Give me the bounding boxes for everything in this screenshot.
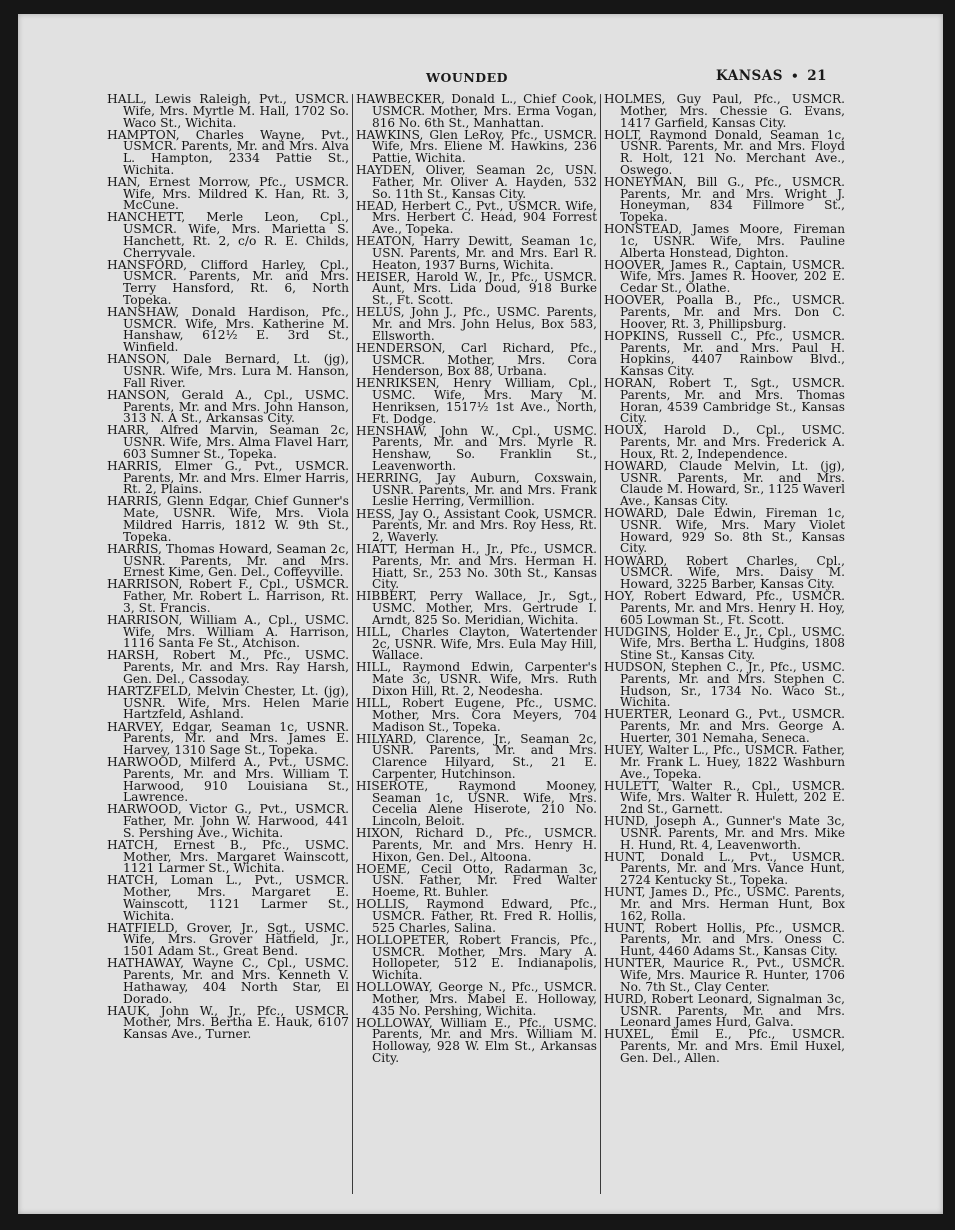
state-name: KANSAS	[716, 68, 784, 84]
casualty-entry: HUDGINS, Holder E., Jr., Cpl., USMC. Wife, Mrs. Bertha L. Hudgins, 1808 Stine St., Kansas City.	[604, 624, 845, 663]
casualty-entry: HONSTEAD, James Moore, Fireman 1c, USNR. Wife, Mrs. Pauline Alberta Honstead, Dighton.	[604, 222, 845, 260]
casualty-entry: HOLLOPETER, Robert Francis, Pfc., USMCR. Mother, Mrs. Mary A. Hollopeter, 512 E. Indianapolis, Wichita.	[356, 932, 597, 983]
casualty-entry: HULETT, Walter R., Cpl., USMCR. Wife, Mrs. Walter R. Hulett, 202 E. 2nd St., Garnett.	[604, 778, 845, 817]
casualty-entry: HARRIS, Glenn Edgar, Chief Gunner's Mate, USNR. Wife, Mrs. Viola Mildred Harris, 1812 W. 9th St., Topeka.	[107, 494, 349, 544]
casualty-entry: HUDSON, Stephen C., Jr., Pfc., USMC. Parents, Mr. and Mrs. Stephen C. Hudson, Sr., 1734 No. Waco St., Wichita.	[604, 660, 845, 710]
casualty-entry: HAWBECKER, Donald L., Chief Cook, USMCR. Mother, Mrs. Erma Vogan, 816 No. 6th St., Manhattan.	[356, 92, 597, 130]
casualty-entry: HURD, Robert Leonard, Signalman 3c, USNR. Parents, Mr. and Mrs. Leonard James Hurd, Galva.	[604, 991, 845, 1030]
casualty-entry: HOWARD, Claude Melvin, Lt. (jg), USNR. Parents, Mr. and Mrs. Claude M. Howard, Sr., 1125 Waverl Ave., Kansas City.	[604, 458, 845, 509]
casualty-entry: HUNTER, Maurice R., Pvt., USMCR. Wife, Mrs. Maurice R. Hunter, 1706 No. 7th St., Clay Center.	[604, 956, 845, 994]
casualty-entry: HOLT, Raymond Donald, Seaman 1c, USNR. Parents, Mr. and Mrs. Floyd R. Holt, 121 No. Merchant Ave., Oswego.	[604, 127, 845, 177]
casualty-entry: HUXEL, Emil E., Pfc., USMCR. Parents, Mr. and Mrs. Emil Huxel, Gen. Del., Allen.	[604, 1027, 845, 1065]
casualty-entry: HATFIELD, Grover, Jr., Sgt., USMC. Wife, Mrs. Grover Hatfield, Jr., 1501 Adam St., Great Bend.	[107, 920, 349, 959]
casualty-entry: HANSON, Dale Bernard, Lt. (jg), USNR. Wife, Mrs. Lura M. Hanson, Fall River.	[107, 352, 349, 390]
casualty-entry: HARTZFELD, Melvin Chester, Lt. (jg), USNR. Wife, Mrs. Helen Marie Hartzfeld, Ashland.	[107, 683, 349, 722]
casualty-entry: HIBBERT, Perry Wallace, Jr., Sgt., USMC. Mother, Mrs. Gertrude I. Arndt, 825 So. Meridian, Wichita.	[356, 589, 597, 627]
casualty-entry: HARRISON, Robert F., Cpl., USMCR. Father, Mr. Robert L. Harrison, Rt. 3, St. Francis.	[107, 577, 349, 615]
casualty-entry: HOOVER, Poalla B., Pfc., USMCR. Parents, Mr. and Mrs. Don C. Hoover, Rt. 3, Phillipsburg.	[604, 293, 845, 331]
casualty-entry: HAYDEN, Oliver, Seaman 2c, USN. Father, Mr. Oliver A. Hayden, 532 So. 11th St., Kansas City.	[356, 163, 597, 201]
casualty-entry: HAMPTON, Charles Wayne, Pvt., USMCR. Parents, Mr. and Mrs. Alva L. Hampton, 2334 Pattie St., Wichita.	[107, 127, 349, 177]
casualty-entry: HENSHAW, John W., Cpl., USMC. Parents, Mr. and Mrs. Myrle R. Henshaw, So. Franklin St., Leavenworth.	[356, 423, 597, 473]
casualty-entry: HOY, Robert Edward, Pfc., USMCR. Parents, Mr. and Mrs. Henry H. Hoy, 605 Lowman St., Ft. Scott.	[604, 589, 845, 627]
column-2	[352, 94, 600, 1194]
casualty-entry: HAWKINS, Glen LeRoy, Pfc., USMCR. Wife, Mrs. Eliene M. Hawkins, 236 Pattie, Wichita.	[356, 127, 597, 166]
casualty-entry: HOWARD, Robert Charles, Cpl., USMCR. Wife, Mrs. Daisy M. Howard, 3225 Barber, Kansas City.	[604, 553, 845, 592]
casualty-entry: HOPKINS, Russell C., Pfc., USMCR. Parents, Mr. and Mrs. Paul H. Hopkins, 4407 Rainbow Blvd., Kansas City.	[604, 328, 845, 379]
casualty-entry: HIXON, Richard D., Pfc., USMCR. Parents, Mr. and Mrs. Henry H. Hixon, Gen. Del., Altoona.	[356, 826, 597, 864]
casualty-entry: HEISER, Harold W., Jr., Pfc., USMCR. Aunt, Mrs. Lida Doud, 918 Burke St., Ft. Scott.	[356, 269, 597, 308]
casualty-entry: HANCHETT, Merle Leon, Cpl., USMCR. Wife, Mrs. Marietta S. Hanchett, Rt. 2, c/o R. E. Childs, Cherryvale.	[107, 210, 349, 260]
casualty-entry: HARWOOD, Milferd A., Pvt., USMC. Parents, Mr. and Mrs. William T. Harwood, 910 Louisiana St., Lawrence.	[107, 755, 349, 805]
casualty-entry: HARR, Alfred Marvin, Seaman 2c, USNR. Wife, Mrs. Alma Flavel Harr, 603 Sumner St., Topeka.	[107, 423, 349, 461]
casualty-entry: HENDERSON, Carl Richard, Pfc., USMCR. Mother, Mrs. Cora Henderson, Box 88, Urbana.	[356, 340, 597, 379]
casualty-entry: HATCH, Loman L., Pvt., USMCR. Mother, Mrs. Margaret E. Wainscott, 1121 Larmer St., Wichita.	[107, 873, 349, 923]
casualty-entry: HUNT, Robert Hollis, Pfc., USMCR. Parents, Mr. and Mrs. Oness C. Hunt, 4460 Adams St., Kansas City.	[604, 920, 845, 959]
casualty-entry: HUNT, Donald L., Pvt., USMCR. Parents, Mr. and Mrs. Vance Hunt, 2724 Kentucky St., Topeka.	[604, 849, 845, 888]
section-heading: WOUNDED	[426, 70, 508, 85]
casualty-entry: HARWOOD, Victor G., Pvt., USMCR. Father, Mr. John W. Harwood, 441 S. Pershing Ave., Wichita.	[107, 802, 349, 840]
casualty-entry: HOWARD, Dale Edwin, Fireman 1c, USNR. Wife, Mrs. Mary Violet Howard, 929 So. 8th St., Kansas City.	[604, 506, 845, 556]
bullet-separator: •	[791, 69, 800, 83]
casualty-entry: HARRIS, Thomas Howard, Seaman 2c, USNR. Parents, Mr. and Mrs. Ernest Kime, Gen. Del., Coffeyville.	[107, 541, 349, 580]
casualty-entry: HANSON, Gerald A., Cpl., USMC. Parents, Mr. and Mrs. John Hanson, 313 N. A St., Arkansas City.	[107, 387, 349, 426]
casualty-entry: HOLLOWAY, George N., Pfc., USMCR. Mother, Mrs. Mabel E. Holloway, 435 No. Pershing, Wichita.	[356, 980, 597, 1018]
casualty-entry: HATCH, Ernest B., Pfc., USMC. Mother, Mrs. Margaret Wainscott, 1121 Larmer St., Wichita.	[107, 837, 349, 876]
casualty-entry: HOLLOWAY, William E., Pfc., USMC. Parents, Mr. and Mrs. William M. Holloway, 928 W. Elm St., Arkansas City.	[356, 1015, 597, 1065]
casualty-entry: HAN, Ernest Morrow, Pfc., USMCR. Wife, Mrs. Mildred K. Han, Rt. 3, McCune.	[107, 174, 349, 213]
casualty-entry: HUNT, James D., Pfc., USMC. Parents, Mr. and Mrs. Herman Hunt, Box 162, Rolla.	[604, 885, 845, 923]
casualty-entry: HORAN, Robert T., Sgt., USMCR. Parents, Mr. and Mrs. Thomas Horan, 4539 Cambridge St., Kansas City.	[604, 376, 845, 426]
column-3	[600, 94, 848, 1194]
casualty-entry: HEATON, Harry Dewitt, Seaman 1c, USN. Parents, Mr. and Mrs. Earl R. Heaton, 1937 Burns, Wichita.	[356, 234, 597, 272]
casualty-entry: HARSH, Robert M., Pfc., USMC. Parents, Mr. and Mrs. Ray Harsh, Gen. Del., Cassoday.	[107, 648, 349, 686]
casualty-entry: HARRISON, William A., Cpl., USMC. Wife, Mrs. William A. Harrison, 1116 Santa Fe St., Atchison.	[107, 612, 349, 651]
casualty-entry: HOLMES, Guy Paul, Pfc., USMCR. Mother, Mrs. Chessie G. Evans, 1417 Garfield, Kansas City.	[604, 92, 845, 130]
casualty-entry: HARRIS, Elmer G., Pvt., USMCR. Parents, Mr. and Mrs. Elmer Harris, Rt. 2, Plains.	[107, 458, 349, 497]
casualty-entry: HALL, Lewis Raleigh, Pvt., USMCR. Wife, Mrs. Myrtle M. Hall, 1702 So. Waco St., Wichita.	[107, 92, 349, 130]
casualty-list	[104, 94, 858, 1194]
document-page	[18, 14, 943, 1214]
casualty-entry: HANSHAW, Donald Hardison, Pfc., USMCR. Wife, Mrs. Katherine M. Hanshaw, 612½ E. 3rd St., Winfield.	[107, 304, 349, 355]
casualty-entry: HEAD, Herbert C., Pvt., USMCR. Wife, Mrs. Herbert C. Head, 904 Forrest Ave., Topeka.	[356, 198, 597, 237]
casualty-entry: HESS, Jay O., Assistant Cook, USMCR. Parents, Mr. and Mrs. Roy Hess, Rt. 2, Waverly.	[356, 506, 597, 545]
casualty-entry: HIATT, Herman H., Jr., Pfc., USMCR. Parents, Mr. and Mrs. Herman H. Hiatt, Sr., 253 No. 30th St., Kansas City.	[356, 542, 597, 592]
casualty-entry: HUEY, Walter L., Pfc., USMCR. Father, Mr. Frank L. Huey, 1822 Washburn Ave., Topeka.	[604, 743, 845, 781]
casualty-entry: HERRING, Jay Auburn, Coxswain, USNR. Parents, Mr. and Mrs. Frank Leslie Herring, Vermillion.	[356, 470, 597, 509]
casualty-entry: HELUS, John J., Pfc., USMC. Parents, Mr. and Mrs. John Helus, Box 583, Ellsworth.	[356, 305, 597, 343]
casualty-entry: HANSFORD, Clifford Harley, Cpl., USMCR. Parents, Mr. and Mrs. Terry Hansford, Rt. 6, North Topeka.	[107, 257, 349, 307]
casualty-entry: HOEME, Cecil Otto, Radarman 3c, USN. Father, Mr. Fred Walter Hoeme, Rt. Buhler.	[356, 861, 597, 900]
casualty-entry: HARVEY, Edgar, Seaman 1c, USNR. Parents, Mr. and Mrs. James E. Harvey, 1310 Sage St., Topeka.	[107, 719, 349, 757]
casualty-entry: HOLLIS, Raymond Edward, Pfc., USMCR. Father, Rt. Fred R. Hollis, 525 Charles, Salina.	[356, 897, 597, 935]
page-number: 21	[807, 68, 827, 84]
casualty-entry: HISEROTE, Raymond Mooney, Seaman 1c, USNR. Wife, Mrs. Cecelia Alene Hiserote, 210 No. Lincoln, Beloit.	[356, 778, 597, 829]
casualty-entry: HUERTER, Leonard G., Pvt., USMCR. Parents, Mr. and Mrs. George A. Huerter, 301 Nemaha, Seneca.	[604, 707, 845, 745]
casualty-entry: HATHAWAY, Wayne C., Cpl., USMC. Parents, Mr. and Mrs. Kenneth V. Hathaway, 404 North Star, El Dorado.	[107, 956, 349, 1006]
casualty-entry: HILL, Robert Eugene, Pfc., USMC. Mother, Mrs. Cora Meyers, 704 Madison St., Topeka.	[356, 696, 597, 734]
casualty-entry: HUND, Joseph A., Gunner's Mate 3c, USNR. Parents, Mr. and Mrs. Mike H. Hund, Rt. 4, Leavenworth.	[604, 814, 845, 852]
running-header	[716, 68, 827, 84]
casualty-entry: HILYARD, Clarence, Jr., Seaman 2c, USNR. Parents, Mr. and Mrs. Clarence Hilyard, St., 21 E. Carpenter, Hutchinson.	[356, 731, 597, 781]
casualty-entry: HAUK, John W., Jr., Pfc., USMCR. Mother, Mrs. Bertha E. Hauk, 6107 Kansas Ave., Turner.	[107, 1003, 349, 1042]
casualty-entry: HOOVER, James R., Captain, USMCR. Wife, Mrs. James R. Hoover, 202 E. Cedar St., Olathe.	[604, 257, 845, 296]
casualty-entry: HILL, Raymond Edwin, Carpenter's Mate 3c, USNR. Wife, Mrs. Ruth Dixon Hill, Rt. 2, Neodesha.	[356, 660, 597, 698]
casualty-entry: HOUX, Harold D., Cpl., USMC. Parents, Mr. and Mrs. Frederick A. Houx, Rt. 2, Independence.	[604, 423, 845, 461]
column-1	[104, 94, 352, 1194]
casualty-entry: HENRIKSEN, Henry William, Cpl., USMC. Wife, Mrs. Mary M. Henriksen, 1517½ 1st Ave., North, Ft. Dodge.	[356, 376, 597, 426]
casualty-entry: HILL, Charles Clayton, Watertender 2c, USNR. Wife, Mrs. Eula May Hill, Wallace.	[356, 624, 597, 663]
casualty-entry: HONEYMAN, Bill G., Pfc., USMCR. Parents, Mr. and Mrs. Wright J. Honeyman, 834 Fillmore St., Topeka.	[604, 174, 845, 225]
